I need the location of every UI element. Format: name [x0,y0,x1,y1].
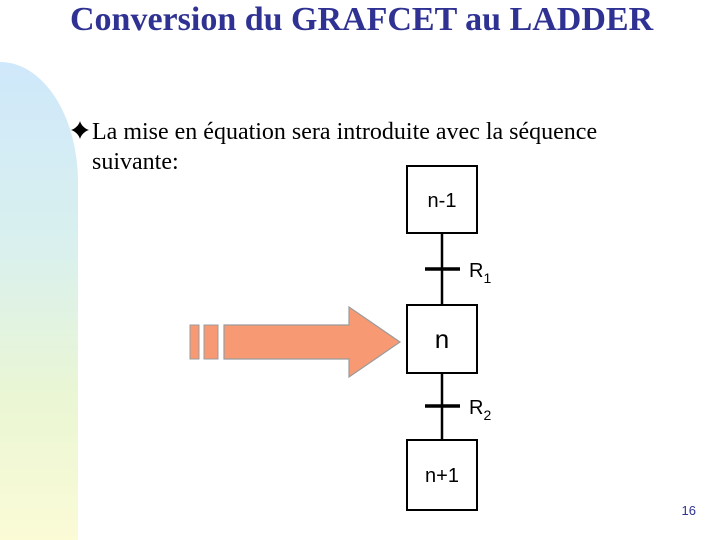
transition-label-r2 [469,397,491,423]
step-label-next: n+1 [425,465,459,487]
transition-label-r1 [469,260,491,286]
page-number: 16 [681,503,696,518]
bullet-text-line2: suivante: [92,149,179,175]
transition-r2-subscript: 2 [483,407,492,423]
transition-r1-subscript: 1 [483,270,492,286]
step-label-prev: n-1 [427,190,457,212]
step-label-current: n [434,324,450,354]
slide-title: Conversion du GRAFCET au LADDER [70,1,654,38]
transition-r2-letter: R [469,397,484,419]
transition-r1-letter: R [469,260,484,282]
striped-arrow-right-icon [190,307,400,377]
bullet-text-line1: La mise en équation sera introduite avec la séquence [92,119,598,145]
